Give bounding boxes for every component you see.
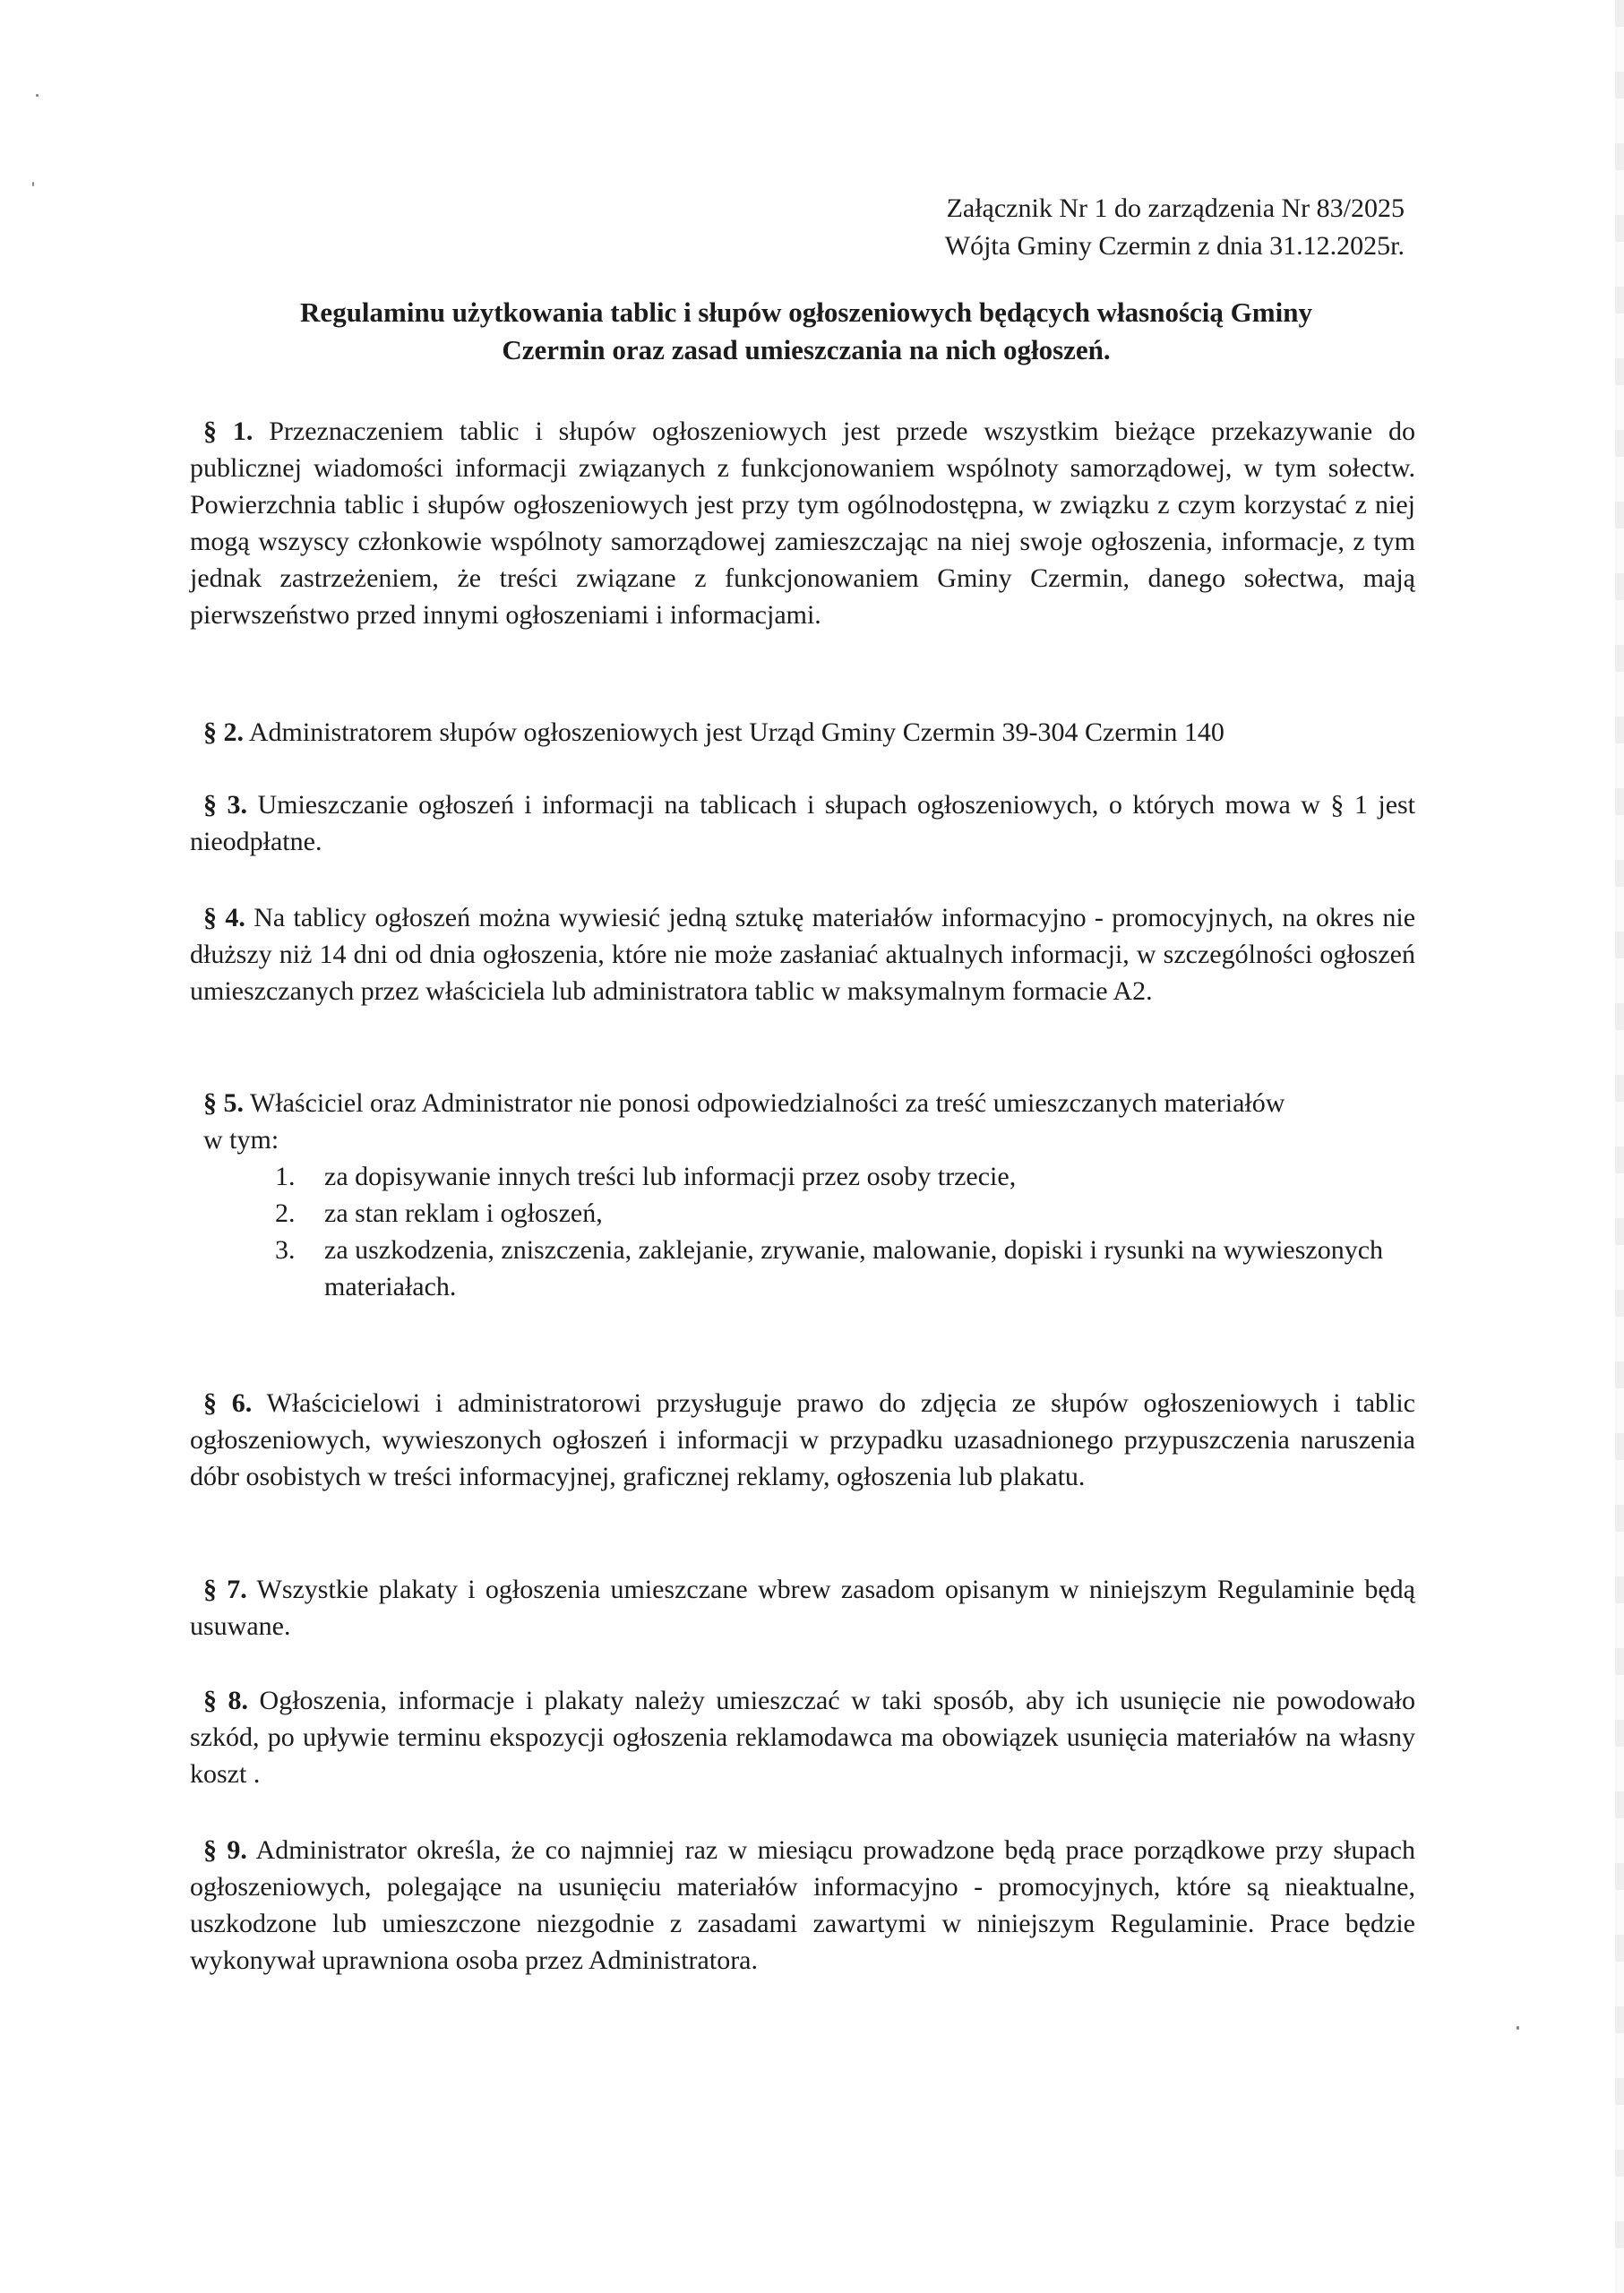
section-2-paragraph: [190, 714, 1415, 751]
list-item-number: 1.: [275, 1162, 296, 1191]
section-7-paragraph: [190, 1571, 1415, 1645]
section-2-number: § 2.: [203, 717, 244, 747]
list-item-text: za dopisywanie innych treści lub informacji przez osoby trzecie,: [324, 1162, 1017, 1191]
list-item-text: za stan reklam i ogłoszeń,: [324, 1198, 603, 1228]
section-9-paragraph: [190, 1832, 1415, 1979]
section-5-paragraph: [190, 1085, 1415, 1121]
section-1-number: § 1.: [203, 417, 253, 446]
section-5: [190, 1085, 1415, 1305]
section-8-text: Ogłoszenia, informacje i plakaty należy umieszczać w taki sposób, aby ich usunięcie nie powodowało szkód, po upływie terminu ekspozycji ogłoszenia reklamodawca ma obowiązek usunięcia materiałów na własny koszt .: [190, 1686, 1416, 1789]
section-4: [190, 899, 1415, 1009]
section-1: [190, 413, 1415, 633]
section-3-number: § 3.: [203, 790, 247, 820]
section-9: [190, 1832, 1415, 1979]
list-item-number: 3.: [275, 1235, 296, 1265]
section-1-paragraph: [190, 413, 1415, 633]
attachment-header: [945, 190, 1405, 265]
section-4-number: § 4.: [203, 903, 245, 932]
section-8: [190, 1682, 1415, 1792]
section-7-text: Wszystkie plakaty i ogłoszenia umieszczane wbrew zasadom opisanym w niniejszym Regulaminie będą usuwane.: [190, 1575, 1416, 1641]
section-3: [190, 786, 1415, 860]
section-8-number: § 8.: [203, 1686, 249, 1715]
list-item: [275, 1195, 1415, 1232]
scan-speck: [1517, 2026, 1519, 2030]
section-4-paragraph: [190, 899, 1415, 1009]
attachment-header-line-2: Wójta Gminy Czermin z dnia 31.12.2025r.: [944, 231, 1405, 261]
scan-speck: [36, 94, 39, 97]
section-6-text: Właścicielowi i administratorowi przysługuje prawo do zdjęcia ze słupów ogłoszeniowych i tablic ogłoszeniowych, wywieszonych ogłoszeń i informacji w przypadku uzasadnionego przypuszczenia naruszenia dóbr osobistych w treści informacyjnej, graficznej reklamy, ogłoszenia lub plakatu.: [190, 1388, 1415, 1491]
attachment-header-line-1: Załącznik Nr 1 do zarządzenia Nr 83/2025: [946, 193, 1405, 223]
section-5-intro: w tym:: [203, 1125, 279, 1155]
section-5-number: § 5.: [203, 1088, 244, 1118]
section-6-number: § 6.: [203, 1388, 253, 1418]
section-7-number: § 7.: [203, 1575, 247, 1604]
document-title: [179, 294, 1433, 369]
section-8-paragraph: [190, 1682, 1415, 1792]
section-1-text: Przeznaczeniem tablic i słupów ogłoszeniowych jest przede wszystkim bieżące przekazywanie do publicznej wiadomości informacji związanych z funkcjonowaniem wspólnoty samorządowej, w tym sołectw. Powierzchnia tablic i słupów ogłoszeniowych jest przy tym ogólnodostępna, w związku z czym korzystać z niej mogą wszyscy członkowie wspólnoty samorządowej zamieszczając na niej swoje ogłoszenia, informacje, z tym jednak zastrzeżeniem, że treści związane z funkcjonowaniem Gminy Czermin, danego sołectwa, mają pierwszeństwo przed innymi ogłoszeniami i informacjami.: [190, 417, 1415, 630]
section-9-number: § 9.: [203, 1835, 247, 1865]
section-3-paragraph: [190, 786, 1415, 860]
section-2: [190, 714, 1415, 751]
section-6-paragraph: [190, 1385, 1415, 1495]
section-5-text: Właściciel oraz Administrator nie ponosi odpowiedzialności za treść umieszczanych materiałów: [249, 1088, 1285, 1118]
section-9-text: Administrator określa, że co najmniej raz w miesiącu prowadzone będą prace porządkowe przy słupach ogłoszeniowych, polegające na usunięciu materiałów informacyjno - promocyjnych, które są nieaktualne, uszkodzone lub umieszczone niezgodnie z zasadami zawartymi w niniejszym Regulaminie. Prace będzie wykonywał uprawniona osoba przez Administratora.: [190, 1835, 1415, 1975]
scan-speck: [32, 182, 34, 186]
section-4-text: Na tablicy ogłoszeń można wywiesić jedną sztukę materiałów informacyjno - promocyjnych, na okres nie dłuższy niż 14 dni od dnia ogłoszenia, które nie może zasłaniać aktualnych informacji, w szczególności ogłoszeń umieszczanych przez właściciela lub administratora tablic w maksymalnym formacie A2.: [190, 903, 1416, 1006]
document-title-line-1: Regulaminu użytkowania tablic i słupów ogłoszeniowych będących własnością Gminy: [300, 296, 1312, 328]
list-item: [275, 1158, 1415, 1195]
section-5-list: [190, 1158, 1415, 1305]
section-3-text: Umieszczanie ogłoszeń i informacji na tablicach i słupach ogłoszeniowych, o których mowa w § 1 jest nieodpłatne.: [190, 790, 1416, 856]
list-item-number: 2.: [275, 1198, 296, 1228]
list-item-text: za uszkodzenia, zniszczenia, zaklejanie, zrywanie, malowanie, dopiski i rysunki na wywieszonych materiałach.: [324, 1235, 1384, 1301]
scan-edge-shadow: [1615, 0, 1624, 2293]
document-title-line-2: Czermin oraz zasad umieszczania na nich ogłoszeń.: [502, 334, 1111, 365]
section-2-text: Administratorem słupów ogłoszeniowych jest Urząd Gminy Czermin 39-304 Czermin 140: [248, 717, 1224, 747]
section-6: [190, 1385, 1415, 1495]
section-7: [190, 1571, 1415, 1645]
list-item: [275, 1232, 1415, 1305]
